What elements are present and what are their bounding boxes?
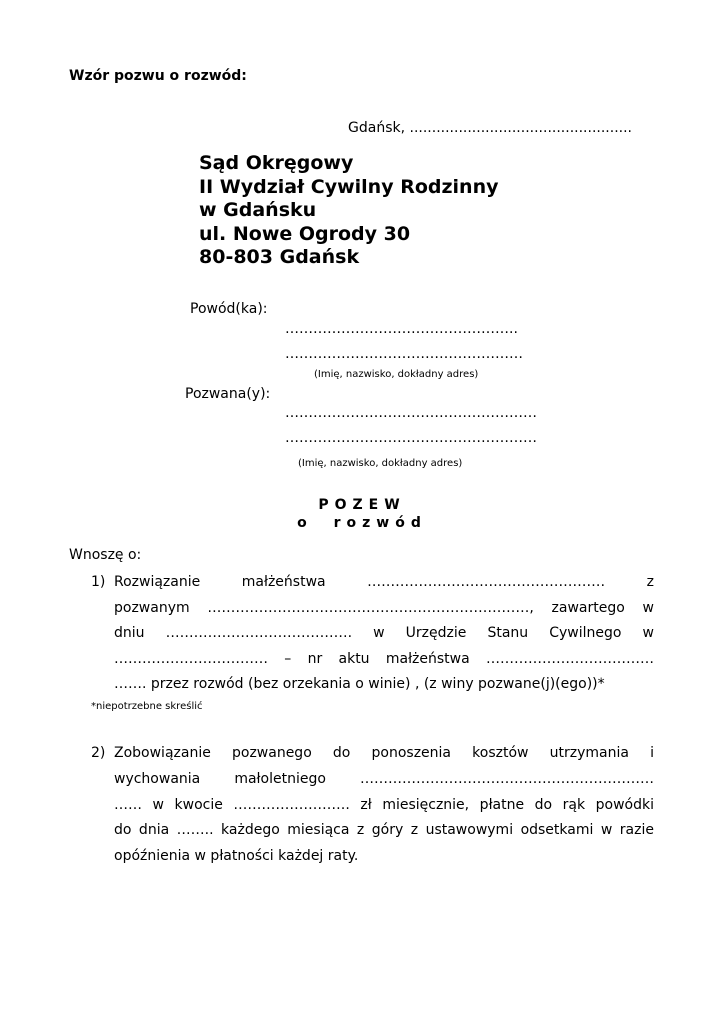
defendant-line-1: ……………………………………………… — [285, 405, 537, 421]
plaintiff-label: Powód(ka): — [190, 301, 268, 317]
court-division: II Wydział Cywilny Rodzinny — [199, 175, 499, 198]
court-address-block — [199, 152, 498, 270]
item-1-line-2: pozwanym ……………………………………………………………, zawartego w — [114, 600, 654, 616]
court-city: w Gdańsku — [199, 199, 317, 221]
item-2-line-2: wychowania małoletniego ……………………………………………………… — [114, 771, 654, 787]
court-street: ul. Nowe Ogrody 30 — [199, 222, 411, 245]
plaintiff-line-1: ………………………………………….. — [285, 321, 518, 337]
defendant-line-2: ……………………………………………… — [285, 430, 537, 446]
item-1-line-3: dniu …………………………………. w Urzędzie Stanu Cywilnego w — [114, 625, 654, 641]
footnote: *niepotrzebne skreślić — [91, 701, 203, 712]
item-2-line-3: …… w kwocie ……………………. zł miesięcznie, płatne do rąk powódki — [114, 797, 654, 813]
item-2-line-4: do dnia …….. każdego miesiąca z góry z ustawowymi odsetkami w razie — [114, 822, 654, 838]
request-intro: Wnoszę o: — [69, 547, 142, 563]
document-subtitle: o rozwód — [297, 515, 427, 531]
item-2-line-1: Zobowiązanie pozwanego do ponoszenia kosztów utrzymania i — [114, 745, 654, 761]
document-heading: Wzór pozwu o rozwód: — [69, 68, 247, 84]
item-1-line-5: ……. przez rozwód (bez orzekania o winie) , (z winy pozwane(j)(ego))* — [114, 676, 605, 692]
item-1-number: 1) — [91, 574, 106, 590]
item-1-line-1: Rozwiązanie małżeństwa …………………………………………… z — [114, 574, 654, 590]
court-name: Sąd Okręgowy — [199, 152, 354, 174]
place-date-line: Gdańsk, .................................................. — [348, 120, 632, 136]
defendant-hint: (Imię, nazwisko, dokładny adres) — [298, 458, 463, 469]
plaintiff-hint: (Imię, nazwisko, dokładny adres) — [314, 369, 479, 380]
document-title: POZEW — [318, 497, 406, 513]
item-2-number: 2) — [91, 745, 106, 761]
item-1-line-4: …………………………… – nr aktu małżeństwa ……………………………… — [114, 651, 654, 667]
court-postal: 80-803 Gdańsk — [199, 246, 360, 268]
defendant-label: Pozwana(y): — [185, 386, 271, 402]
item-2-line-5: opóźnienia w płatności każdej raty. — [114, 848, 359, 864]
plaintiff-line-2: …………………………………………… — [285, 346, 523, 362]
